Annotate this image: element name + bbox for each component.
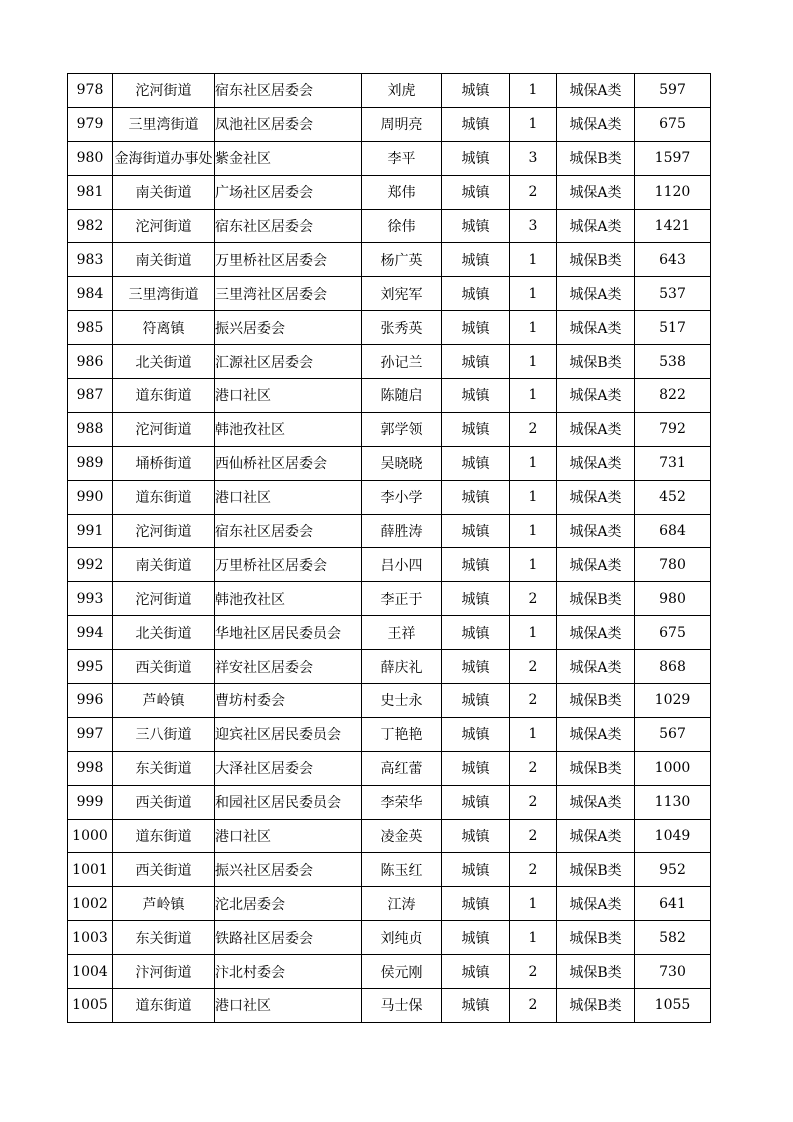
community-cell: 迎宾社区居民委员会: [215, 717, 362, 751]
amount-cell: 1029: [635, 684, 711, 718]
record-number-cell: 987: [68, 379, 113, 413]
insurance-category-cell: 城保A类: [557, 548, 635, 582]
household-count-cell: 2: [510, 785, 557, 819]
street-cell: 沱河街道: [113, 74, 215, 108]
street-cell: 南关街道: [113, 175, 215, 209]
amount-cell: 952: [635, 853, 711, 887]
table-row: [68, 514, 711, 548]
household-count-cell: 1: [510, 243, 557, 277]
household-count-cell: 1: [510, 921, 557, 955]
street-cell: 道东街道: [113, 819, 215, 853]
amount-cell: 1000: [635, 751, 711, 785]
record-number-cell: 993: [68, 582, 113, 616]
insurance-category-cell: 城保A类: [557, 785, 635, 819]
household-count-cell: 1: [510, 548, 557, 582]
table-row: [68, 548, 711, 582]
street-cell: 道东街道: [113, 480, 215, 514]
household-count-cell: 1: [510, 887, 557, 921]
person-name-cell: 刘纯贞: [362, 921, 442, 955]
residence-type-cell: 城镇: [442, 819, 510, 853]
street-cell: 东关街道: [113, 921, 215, 955]
amount-cell: 582: [635, 921, 711, 955]
community-cell: 沱北居委会: [215, 887, 362, 921]
insurance-category-cell: 城保A类: [557, 379, 635, 413]
record-number-cell: 981: [68, 175, 113, 209]
person-name-cell: 丁艳艳: [362, 717, 442, 751]
street-cell: 东关街道: [113, 751, 215, 785]
table-row: [68, 650, 711, 684]
amount-cell: 980: [635, 582, 711, 616]
community-cell: 大泽社区居委会: [215, 751, 362, 785]
residence-type-cell: 城镇: [442, 853, 510, 887]
record-number-cell: 998: [68, 751, 113, 785]
amount-cell: 868: [635, 650, 711, 684]
insurance-category-cell: 城保B类: [557, 345, 635, 379]
street-cell: 南关街道: [113, 548, 215, 582]
street-cell: 西关街道: [113, 853, 215, 887]
benefit-roster-table: [67, 73, 711, 1023]
person-name-cell: 周明亮: [362, 107, 442, 141]
record-number-cell: 1004: [68, 955, 113, 989]
record-number-cell: 997: [68, 717, 113, 751]
person-name-cell: 吴晓晓: [362, 446, 442, 480]
record-number-cell: 994: [68, 616, 113, 650]
residence-type-cell: 城镇: [442, 548, 510, 582]
record-number-cell: 990: [68, 480, 113, 514]
table-row: [68, 887, 711, 921]
table-row: [68, 446, 711, 480]
household-count-cell: 1: [510, 74, 557, 108]
table-row: [68, 616, 711, 650]
community-cell: 紫金社区: [215, 141, 362, 175]
community-cell: 振兴社区居委会: [215, 853, 362, 887]
insurance-category-cell: 城保A类: [557, 887, 635, 921]
person-name-cell: 李平: [362, 141, 442, 175]
amount-cell: 537: [635, 277, 711, 311]
person-name-cell: 刘虎: [362, 74, 442, 108]
record-number-cell: 989: [68, 446, 113, 480]
amount-cell: 1055: [635, 989, 711, 1023]
residence-type-cell: 城镇: [442, 345, 510, 379]
household-count-cell: 1: [510, 616, 557, 650]
record-number-cell: 986: [68, 345, 113, 379]
person-name-cell: 刘宪军: [362, 277, 442, 311]
residence-type-cell: 城镇: [442, 480, 510, 514]
insurance-category-cell: 城保B类: [557, 955, 635, 989]
person-name-cell: 江涛: [362, 887, 442, 921]
insurance-category-cell: 城保B类: [557, 141, 635, 175]
street-cell: 三八街道: [113, 717, 215, 751]
person-name-cell: 吕小四: [362, 548, 442, 582]
residence-type-cell: 城镇: [442, 616, 510, 650]
amount-cell: 452: [635, 480, 711, 514]
table-row: [68, 785, 711, 819]
community-cell: 和园社区居民委员会: [215, 785, 362, 819]
residence-type-cell: 城镇: [442, 107, 510, 141]
insurance-category-cell: 城保B类: [557, 853, 635, 887]
residence-type-cell: 城镇: [442, 412, 510, 446]
street-cell: 西关街道: [113, 650, 215, 684]
insurance-category-cell: 城保A类: [557, 74, 635, 108]
table-row: [68, 243, 711, 277]
household-count-cell: 2: [510, 650, 557, 684]
amount-cell: 1421: [635, 209, 711, 243]
amount-cell: 567: [635, 717, 711, 751]
amount-cell: 780: [635, 548, 711, 582]
household-count-cell: 1: [510, 514, 557, 548]
community-cell: 港口社区: [215, 989, 362, 1023]
person-name-cell: 郭学领: [362, 412, 442, 446]
residence-type-cell: 城镇: [442, 989, 510, 1023]
amount-cell: 822: [635, 379, 711, 413]
community-cell: 港口社区: [215, 480, 362, 514]
community-cell: 韩池孜社区: [215, 582, 362, 616]
amount-cell: 675: [635, 616, 711, 650]
residence-type-cell: 城镇: [442, 514, 510, 548]
street-cell: 沱河街道: [113, 582, 215, 616]
household-count-cell: 1: [510, 446, 557, 480]
community-cell: 广场社区居委会: [215, 175, 362, 209]
person-name-cell: 李正于: [362, 582, 442, 616]
household-count-cell: 3: [510, 141, 557, 175]
street-cell: 金海街道办事处: [113, 141, 215, 175]
street-cell: 汴河街道: [113, 955, 215, 989]
insurance-category-cell: 城保A类: [557, 175, 635, 209]
residence-type-cell: 城镇: [442, 74, 510, 108]
street-cell: 西关街道: [113, 785, 215, 819]
person-name-cell: 张秀英: [362, 311, 442, 345]
record-number-cell: 985: [68, 311, 113, 345]
household-count-cell: 1: [510, 277, 557, 311]
street-cell: 道东街道: [113, 379, 215, 413]
community-cell: 宿东社区居委会: [215, 514, 362, 548]
household-count-cell: 1: [510, 311, 557, 345]
record-number-cell: 996: [68, 684, 113, 718]
person-name-cell: 史士永: [362, 684, 442, 718]
record-number-cell: 999: [68, 785, 113, 819]
community-cell: 汴北村委会: [215, 955, 362, 989]
record-number-cell: 1005: [68, 989, 113, 1023]
table-row: [68, 989, 711, 1023]
amount-cell: 538: [635, 345, 711, 379]
household-count-cell: 2: [510, 582, 557, 616]
amount-cell: 1130: [635, 785, 711, 819]
community-cell: 宿东社区居委会: [215, 209, 362, 243]
person-name-cell: 杨广英: [362, 243, 442, 277]
person-name-cell: 李小学: [362, 480, 442, 514]
record-number-cell: 991: [68, 514, 113, 548]
record-number-cell: 995: [68, 650, 113, 684]
person-name-cell: 马士保: [362, 989, 442, 1023]
table-row: [68, 921, 711, 955]
street-cell: 三里湾街道: [113, 277, 215, 311]
insurance-category-cell: 城保A类: [557, 209, 635, 243]
record-number-cell: 984: [68, 277, 113, 311]
insurance-category-cell: 城保A类: [557, 616, 635, 650]
street-cell: 三里湾街道: [113, 107, 215, 141]
household-count-cell: 1: [510, 379, 557, 413]
amount-cell: 684: [635, 514, 711, 548]
person-name-cell: 陈玉红: [362, 853, 442, 887]
table-row: [68, 345, 711, 379]
residence-type-cell: 城镇: [442, 650, 510, 684]
table-row: [68, 74, 711, 108]
record-number-cell: 1000: [68, 819, 113, 853]
person-name-cell: 郑伟: [362, 175, 442, 209]
insurance-category-cell: 城保A类: [557, 650, 635, 684]
amount-cell: 792: [635, 412, 711, 446]
amount-cell: 1049: [635, 819, 711, 853]
insurance-category-cell: 城保A类: [557, 717, 635, 751]
insurance-category-cell: 城保A类: [557, 480, 635, 514]
household-count-cell: 1: [510, 107, 557, 141]
person-name-cell: 薛庆礼: [362, 650, 442, 684]
residence-type-cell: 城镇: [442, 887, 510, 921]
person-name-cell: 陈随启: [362, 379, 442, 413]
table-row: [68, 311, 711, 345]
community-cell: 华地社区居民委员会: [215, 616, 362, 650]
community-cell: 万里桥社区居委会: [215, 548, 362, 582]
street-cell: 道东街道: [113, 989, 215, 1023]
record-number-cell: 1003: [68, 921, 113, 955]
record-number-cell: 992: [68, 548, 113, 582]
household-count-cell: 2: [510, 751, 557, 785]
person-name-cell: 侯元刚: [362, 955, 442, 989]
insurance-category-cell: 城保A类: [557, 412, 635, 446]
table-row: [68, 853, 711, 887]
amount-cell: 641: [635, 887, 711, 921]
table-row: [68, 277, 711, 311]
residence-type-cell: 城镇: [442, 785, 510, 819]
amount-cell: 731: [635, 446, 711, 480]
street-cell: 北关街道: [113, 616, 215, 650]
household-count-cell: 3: [510, 209, 557, 243]
residence-type-cell: 城镇: [442, 243, 510, 277]
community-cell: 汇源社区居委会: [215, 345, 362, 379]
household-count-cell: 2: [510, 955, 557, 989]
household-count-cell: 2: [510, 684, 557, 718]
insurance-category-cell: 城保A类: [557, 107, 635, 141]
community-cell: 曹坊村委会: [215, 684, 362, 718]
insurance-category-cell: 城保A类: [557, 819, 635, 853]
record-number-cell: 983: [68, 243, 113, 277]
person-name-cell: 李荣华: [362, 785, 442, 819]
table-row: [68, 175, 711, 209]
amount-cell: 517: [635, 311, 711, 345]
person-name-cell: 孙记兰: [362, 345, 442, 379]
residence-type-cell: 城镇: [442, 446, 510, 480]
household-count-cell: 1: [510, 345, 557, 379]
insurance-category-cell: 城保B类: [557, 751, 635, 785]
community-cell: 宿东社区居委会: [215, 74, 362, 108]
street-cell: 沱河街道: [113, 209, 215, 243]
street-cell: 芦岭镇: [113, 684, 215, 718]
record-number-cell: 979: [68, 107, 113, 141]
amount-cell: 730: [635, 955, 711, 989]
community-cell: 韩池孜社区: [215, 412, 362, 446]
table-row: [68, 412, 711, 446]
residence-type-cell: 城镇: [442, 141, 510, 175]
community-cell: 港口社区: [215, 379, 362, 413]
residence-type-cell: 城镇: [442, 311, 510, 345]
insurance-category-cell: 城保A类: [557, 311, 635, 345]
residence-type-cell: 城镇: [442, 717, 510, 751]
person-name-cell: 凌金英: [362, 819, 442, 853]
community-cell: 港口社区: [215, 819, 362, 853]
table-row: [68, 141, 711, 175]
community-cell: 西仙桥社区居委会: [215, 446, 362, 480]
residence-type-cell: 城镇: [442, 379, 510, 413]
community-cell: 万里桥社区居委会: [215, 243, 362, 277]
street-cell: 南关街道: [113, 243, 215, 277]
household-count-cell: 2: [510, 175, 557, 209]
person-name-cell: 高红蕾: [362, 751, 442, 785]
insurance-category-cell: 城保B类: [557, 989, 635, 1023]
record-number-cell: 980: [68, 141, 113, 175]
residence-type-cell: 城镇: [442, 277, 510, 311]
record-number-cell: 988: [68, 412, 113, 446]
table-row: [68, 107, 711, 141]
table-row: [68, 684, 711, 718]
residence-type-cell: 城镇: [442, 582, 510, 616]
table-body: [68, 74, 711, 1023]
table-row: [68, 751, 711, 785]
person-name-cell: 王祥: [362, 616, 442, 650]
amount-cell: 597: [635, 74, 711, 108]
street-cell: 埇桥街道: [113, 446, 215, 480]
table-row: [68, 379, 711, 413]
insurance-category-cell: 城保B类: [557, 582, 635, 616]
insurance-category-cell: 城保B类: [557, 921, 635, 955]
street-cell: 沱河街道: [113, 412, 215, 446]
insurance-category-cell: 城保A类: [557, 514, 635, 548]
insurance-category-cell: 城保A类: [557, 446, 635, 480]
person-name-cell: 徐伟: [362, 209, 442, 243]
residence-type-cell: 城镇: [442, 751, 510, 785]
insurance-category-cell: 城保A类: [557, 277, 635, 311]
household-count-cell: 2: [510, 412, 557, 446]
table-row: [68, 819, 711, 853]
record-number-cell: 1002: [68, 887, 113, 921]
table-row: [68, 582, 711, 616]
record-number-cell: 978: [68, 74, 113, 108]
community-cell: 铁路社区居委会: [215, 921, 362, 955]
residence-type-cell: 城镇: [442, 684, 510, 718]
household-count-cell: 2: [510, 819, 557, 853]
amount-cell: 643: [635, 243, 711, 277]
table-row: [68, 955, 711, 989]
household-count-cell: 1: [510, 480, 557, 514]
record-number-cell: 1001: [68, 853, 113, 887]
community-cell: 祥安社区居委会: [215, 650, 362, 684]
table-row: [68, 717, 711, 751]
residence-type-cell: 城镇: [442, 921, 510, 955]
street-cell: 芦岭镇: [113, 887, 215, 921]
street-cell: 符离镇: [113, 311, 215, 345]
person-name-cell: 薛胜涛: [362, 514, 442, 548]
household-count-cell: 2: [510, 989, 557, 1023]
insurance-category-cell: 城保B类: [557, 684, 635, 718]
table-row: [68, 480, 711, 514]
amount-cell: 1120: [635, 175, 711, 209]
household-count-cell: 2: [510, 853, 557, 887]
residence-type-cell: 城镇: [442, 955, 510, 989]
household-count-cell: 1: [510, 717, 557, 751]
community-cell: 振兴居委会: [215, 311, 362, 345]
community-cell: 三里湾社区居委会: [215, 277, 362, 311]
residence-type-cell: 城镇: [442, 209, 510, 243]
amount-cell: 675: [635, 107, 711, 141]
table-row: [68, 209, 711, 243]
community-cell: 凤池社区居委会: [215, 107, 362, 141]
insurance-category-cell: 城保B类: [557, 243, 635, 277]
street-cell: 北关街道: [113, 345, 215, 379]
record-number-cell: 982: [68, 209, 113, 243]
amount-cell: 1597: [635, 141, 711, 175]
street-cell: 沱河街道: [113, 514, 215, 548]
residence-type-cell: 城镇: [442, 175, 510, 209]
